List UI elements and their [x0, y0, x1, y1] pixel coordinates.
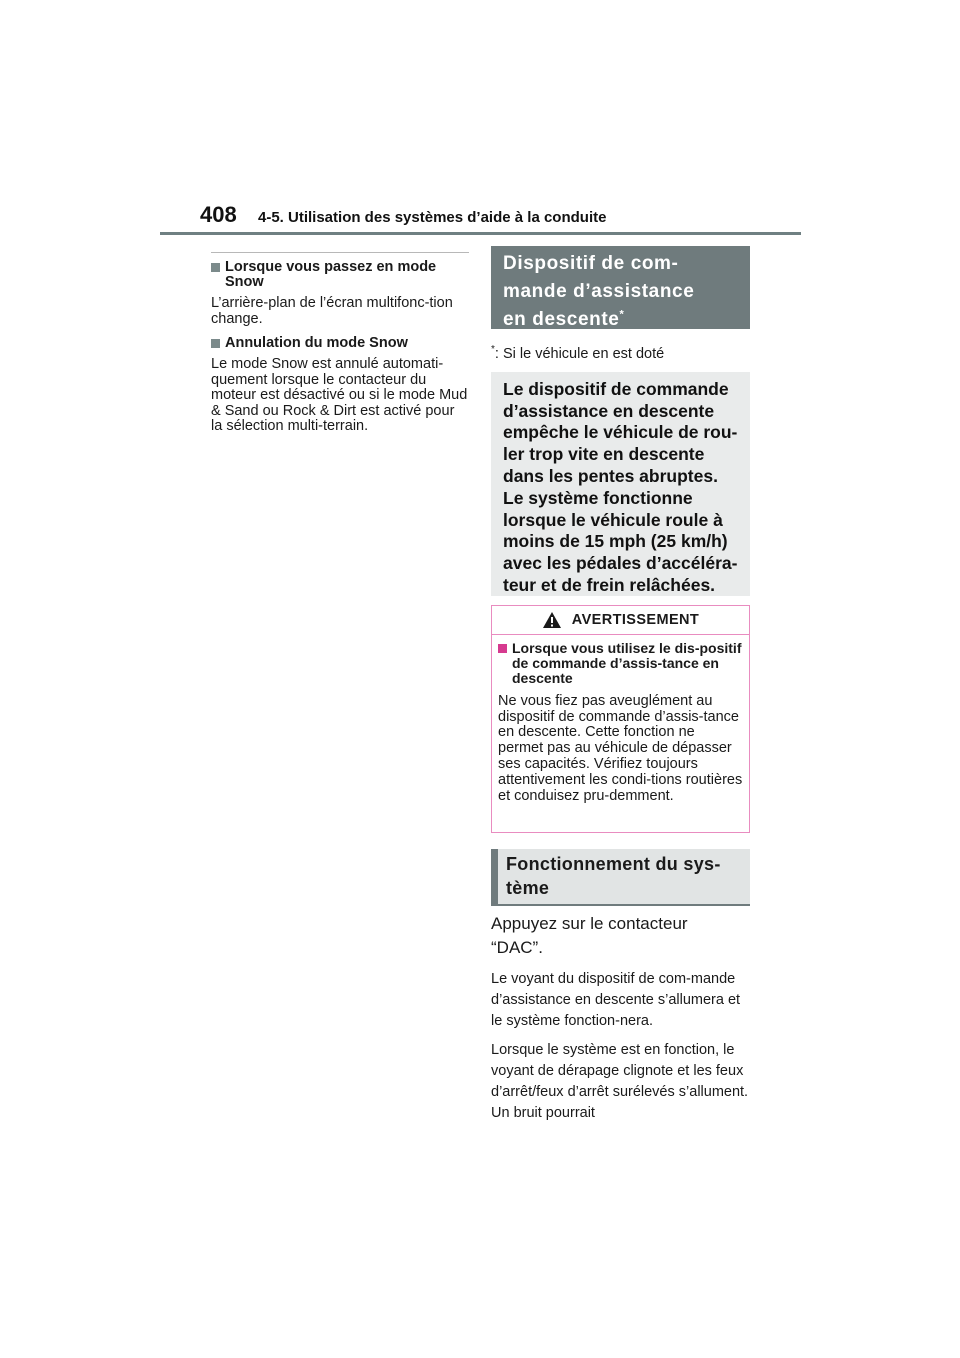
instruction: Appuyez sur le contacteur “DAC”.	[491, 913, 688, 957]
dac-heading: Dispositif de com- mande d’assistance en descente*	[491, 246, 750, 329]
right-column	[491, 246, 750, 1132]
operation-heading: Fonctionnement du sys- tème	[491, 849, 750, 906]
warning-triangle-icon	[542, 611, 562, 629]
cancel-subheading: Annulation du mode Snow	[211, 336, 469, 351]
cancel-paragraph: Le mode Snow est annulé automati-quement lorsque le contacteur du moteur est désactivé ou si le mode Mud & Sand ou Rock & Dirt est activé pour la sélection multi-terrain.	[211, 356, 468, 434]
warning-box	[491, 605, 750, 833]
indicator-paragraph: Le voyant du dispositif de com-mande d’assistance en descente s’allumera et le système fonction-nera.	[491, 970, 741, 1029]
operation-paragraph: Lorsque le système est en fonction, le voyant de dérapage clignote et les feux d’arrêt/feux d’arrêt surélevés s’allument. Un bruit pourrait	[491, 1041, 749, 1121]
footnote-marker: *	[619, 308, 625, 321]
warning-subheading: Lorsque vous utilisez le dis-positif de commande d’assis-tance en descente	[498, 641, 743, 686]
divider	[211, 252, 469, 253]
square-bullet-icon	[498, 644, 507, 653]
warning-paragraph: Ne vous fiez pas aveuglément au dispositif de commande d’assis-tance en descente. Cette fonction ne permet pas au véhicule de dépasser ses capacités. Vérifiez toujours attentivement les condi-tions routières et conduisez pru-demment.	[498, 692, 743, 804]
header-rule	[160, 232, 801, 235]
section-title: 4-5. Utilisation des systèmes d’aide à la conduite	[258, 209, 607, 226]
footnote: *: Si le véhicule en est doté	[491, 344, 665, 362]
warning-header: AVERTISSEMENT	[492, 606, 749, 635]
page-number: 408	[200, 202, 237, 227]
square-bullet-icon	[211, 339, 220, 348]
summary-box: Le dispositif de commande d’assistance en descente empêche le véhicule de rou- ler trop vite en descente dans les pentes abruptes. Le système fonctionne lorsque le véhicule roule à moins de 15 mph (25 km/h) avec les pédales d’accéléra- teur et de frein relâchées.	[491, 372, 750, 596]
snow-subheading: Lorsque vous passez en mode Snow	[211, 260, 469, 290]
square-bullet-icon	[211, 263, 220, 272]
snow-paragraph: L’arrière-plan de l’écran multifonc-tion change.	[211, 295, 453, 327]
warning-body	[492, 635, 749, 805]
left-column	[211, 252, 469, 444]
